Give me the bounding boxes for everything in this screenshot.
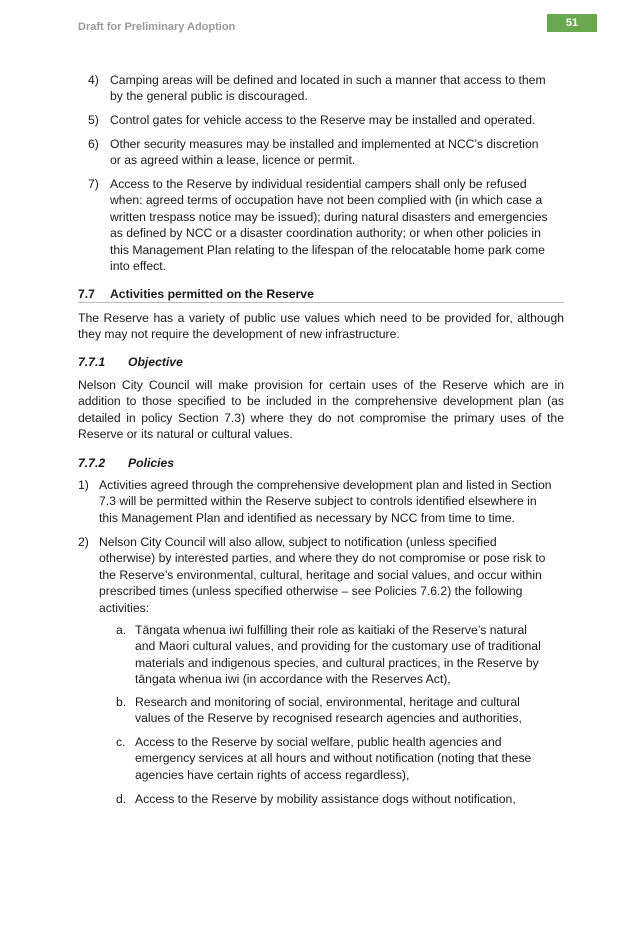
list-item-line: prescribed times (unless specified otherwise – see Policies 7.6.2) the following bbox=[99, 584, 523, 599]
list-item-line: Access to the Reserve by social welfare, public health agencies and bbox=[135, 735, 502, 749]
list-item-line: activities: bbox=[99, 600, 150, 615]
list-item-line: Research and monitoring of social, environmental, heritage and cultural bbox=[135, 695, 520, 709]
list-item-number: 6) bbox=[88, 137, 99, 151]
list-item-number: 5) bbox=[88, 113, 99, 127]
list-item-line: agencies have certain rights of access regardless), bbox=[135, 767, 410, 782]
policies-title: Policies bbox=[128, 456, 175, 470]
section-number: 7.7 bbox=[78, 287, 95, 301]
list-item-line: otherwise) by interested parties, and where they do not compromise or pose risk to bbox=[99, 551, 546, 566]
list-item-line: Camping areas will be defined and located in such a manner that access to them bbox=[110, 73, 546, 87]
list-item-line: the Reserve’s environmental, cultural, heritage and social values, and occur within bbox=[99, 567, 542, 582]
policies-heading bbox=[78, 455, 174, 471]
list-item-line: Access to the Reserve by mobility assistance dogs without notification, bbox=[135, 792, 516, 806]
list-item-line: Tāngata whenua iwi fulfilling their role as kaitiaki of the Reserve’s natural bbox=[135, 623, 528, 637]
policies-number: 7.7.2 bbox=[78, 456, 106, 470]
list-item-number: 4) bbox=[88, 73, 99, 87]
document-header-title: Draft for Preliminary Adoption bbox=[78, 21, 236, 33]
objective-heading bbox=[78, 354, 183, 370]
list-item-line: Control gates for vehicle access to the Reserve may be installed and operated. bbox=[110, 113, 536, 127]
list-item-letter: a. bbox=[116, 623, 127, 637]
list-item-line: when: agreed terms of occupation have not been complied with (in which case a bbox=[110, 193, 543, 208]
objective-number: 7.7.1 bbox=[78, 355, 106, 369]
list-item-letter: d. bbox=[116, 792, 127, 806]
list-item-number: 2) bbox=[78, 535, 89, 549]
list-item-line: this Management Plan relating to the lifespan of the relocatable home park come bbox=[110, 242, 545, 257]
list-item-line: Activities agreed through the comprehensive development plan and listed in Section bbox=[99, 478, 552, 492]
page-number-badge: 51 bbox=[547, 14, 597, 32]
list-item-line: and Maori cultural values, and providing for the customary use of traditional bbox=[135, 639, 541, 654]
list-item-line: into effect. bbox=[110, 259, 167, 274]
list-item-line: tāngata whenua iwi (in accordance with the Reserves Act), bbox=[135, 672, 451, 687]
list-item-line: materials and indigenous species, and cultural practices, in the Reserve by bbox=[135, 655, 539, 670]
objective-title: Objective bbox=[128, 355, 183, 369]
list-item-line: Other security measures may be installed and implemented at NCC’s discretion bbox=[110, 137, 539, 151]
list-item-number: 1) bbox=[78, 478, 89, 492]
list-item-line: emergency services at all hours and without notification (noting that these bbox=[135, 751, 532, 766]
section-divider bbox=[78, 302, 564, 303]
list-item-number: 7) bbox=[88, 177, 99, 191]
list-item-line: 7.3 will be permitted within the Reserve subject to controls identified elsewhere in bbox=[99, 494, 537, 509]
list-item-line: Nelson City Council will also allow, subject to notification (unless specified bbox=[99, 535, 497, 549]
section-intro-paragraph: The Reserve has a variety of public use values which need to be provided for, although they may not require the development of new infrastructure. bbox=[78, 311, 564, 342]
objective-paragraph: Nelson City Council will make provision for certain uses of the Reserve which are in addition to those specified to be included in the comprehensive development plan (as detailed in policy Section 7.3) where they do not compromise the primary uses of the Reserve or its natural or cultural values. bbox=[78, 378, 564, 442]
section-heading bbox=[78, 286, 564, 302]
list-item-letter: c. bbox=[116, 735, 126, 749]
list-item-line: by the general public is discouraged. bbox=[110, 89, 308, 104]
list-item-line: Access to the Reserve by individual residential campers shall only be refused bbox=[110, 177, 527, 191]
list-item-letter: b. bbox=[116, 695, 127, 709]
list-item-line: this Management Plan and identified as necessary by NCC from time to time. bbox=[99, 510, 515, 525]
list-item-line: as defined by NCC or a disaster coordination authority; or when other policies in bbox=[110, 226, 541, 241]
list-item-line: written trespass notice may be issued); during natural disasters and emergencies bbox=[110, 209, 548, 224]
list-item-line: or as agreed within a lease, licence or permit. bbox=[110, 153, 356, 168]
section-title: Activities permitted on the Reserve bbox=[110, 287, 314, 301]
list-item-line: values of the Reserve by recognised research agencies and authorities, bbox=[135, 711, 522, 726]
